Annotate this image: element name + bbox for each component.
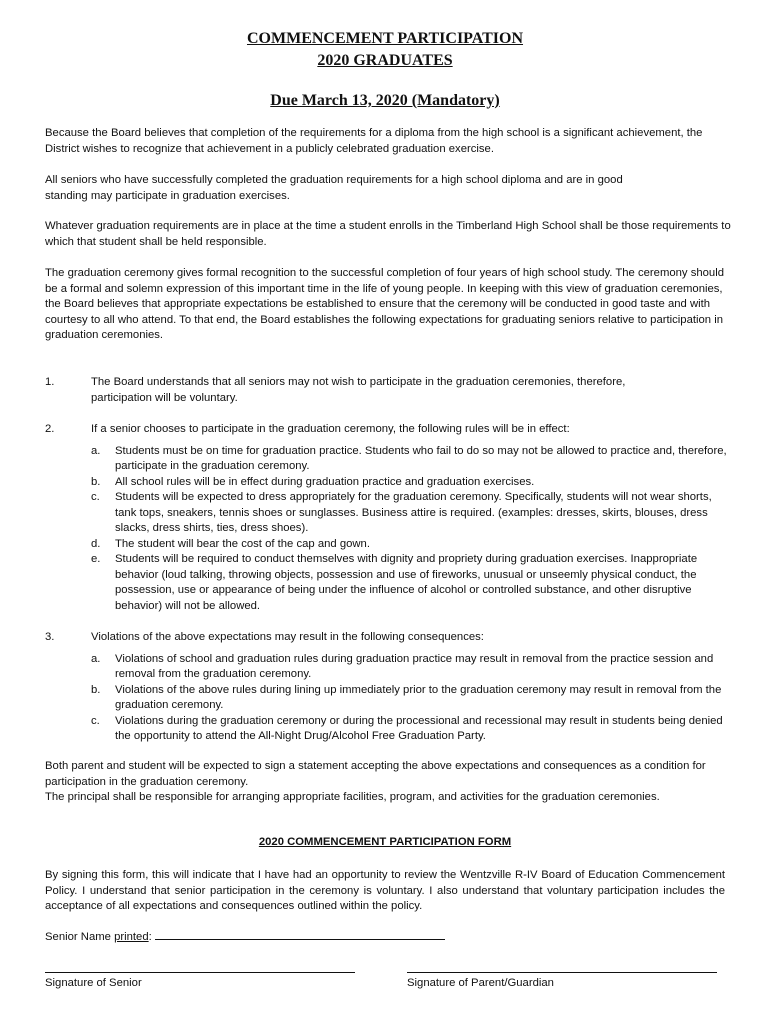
closing-paragraph-2: The principal shall be responsible for arranging appropriate facilities, program, and activities for the graduation ceremonies. — [45, 791, 660, 803]
parent-signature-line[interactable] — [407, 972, 717, 973]
item-text: Violations of the above expectations may result in the following consequences: — [91, 631, 484, 643]
form-title: 2020 COMMENCEMENT PARTICIPATION FORM — [258, 836, 512, 848]
item-number: 2. — [45, 423, 55, 435]
item-text: If a senior chooses to participate in the graduation ceremony, the following rules will be in effect: — [91, 423, 570, 435]
parent-signature-label: Signature of Parent/Guardian — [407, 977, 554, 989]
senior-signature-line[interactable] — [45, 972, 355, 973]
senior-name-label-suffix: printed — [114, 931, 149, 943]
intro-paragraph-1: Because the Board believes that completion of the requirements for a diploma from the high school is a significant achievement, the District wishes to recognize that achievement in a publicly celebrated graduation exercise. — [45, 127, 703, 155]
rule-item-3 — [45, 630, 735, 745]
intro-paragraph-2: All seniors who have successfully completed the graduation requirements for a high school diploma and are in good standing may participate in graduation exercises. — [45, 174, 623, 202]
sub-item-3a: a. Violations of school and graduation rules during graduation practice may result in removal from the practice session and removal from the graduation ceremony. — [91, 652, 714, 680]
sub-item-2d: d. The student will bear the cost of the cap and gown. — [91, 537, 370, 550]
intro-paragraph-4: The graduation ceremony gives formal recognition to the successful completion of four years of high school study. The ceremony should be a formal and solemn expression of this important time in the life of young people. In keeping with this view of graduation ceremonies, the Board believes that appropriate expectations be established to ensure that the ceremony will be conducted in good taste and with courtesy to all who attend. To that end, the Board establishes the following expectations for graduating seniors relative to participation in graduation ceremonies. — [45, 267, 725, 341]
sub-item-2b: b. All school rules will be in effect during graduation practice and graduation exercises. — [91, 475, 535, 488]
closing-paragraph-1: Both parent and student will be expected to sign a statement accepting the above expectations and consequences as a condition for participation in the graduation ceremony. — [45, 760, 706, 788]
senior-signature-label: Signature of Senior — [45, 977, 142, 989]
sub-item-2c: c. Students will be expected to dress appropriately for the graduation ceremony. Specifically, students will not wear shorts, tank tops, sneakers, tennis shoes or sunglasses. Business attire is required. (examples: dresses, skirts, blouses, dress slacks, dress shirts, ties, dress shoes). — [91, 491, 712, 534]
sub-item-2e: e. Students will be required to conduct themselves with dignity and propriety during graduation exercises. Inappropriate behavior (loud talking, throwing objects, possession and use of fireworks, unusual or unseemly physical conduct, the possession, use or appearance of being under the influence of alcohol or controlled substance, and other disruptive behavior) will not be allowed. — [91, 553, 698, 612]
sub-item-2a: a. Students must be on time for graduation practice. Students who fail to do so may not be allowed to practice and, therefore, participate in the graduation ceremony. — [91, 444, 727, 472]
item-number: 1. — [45, 376, 55, 388]
document-subtitle: 2020 GRADUATES — [317, 52, 453, 69]
form-statement: By signing this form, this will indicate that I have had an opportunity to review the Wentzville R-IV Board of Education Commencement Policy. I understand that senior participation in the ceremony is voluntary. I also understand that voluntary participation includes the acceptance of all expectations and consequences outlined within the policy. — [45, 869, 725, 912]
due-date-heading: Due March 13, 2020 (Mandatory) — [270, 92, 500, 109]
rule-item-1 — [45, 375, 735, 406]
document-title: COMMENCEMENT PARTICIPATION — [246, 30, 524, 47]
rule-item-2 — [45, 422, 735, 614]
senior-name-input-line[interactable] — [155, 929, 445, 940]
intro-paragraph-3: Whatever graduation requirements are in place at the time a student enrolls in the Timberland High School shall be those requirements to which that student shall be held responsible. — [45, 220, 731, 248]
sub-item-3c: c. Violations during the graduation ceremony or during the processional and recessional may result in students being denied the opportunity to attend the All-Night Drug/Alcohol Free Graduation Party. — [91, 714, 723, 742]
senior-name-label: Senior Name — [45, 931, 111, 943]
item-text: The Board understands that all seniors may not wish to participate in the graduation ceremonies, therefore, participation will be voluntary. — [91, 376, 626, 404]
item-number: 3. — [45, 631, 55, 643]
sub-item-3b: b. Violations of the above rules during lining up immediately prior to the graduation ceremony may result in removal from the graduation ceremony. — [91, 683, 722, 711]
senior-name-row: Senior Name printed: — [45, 929, 735, 946]
